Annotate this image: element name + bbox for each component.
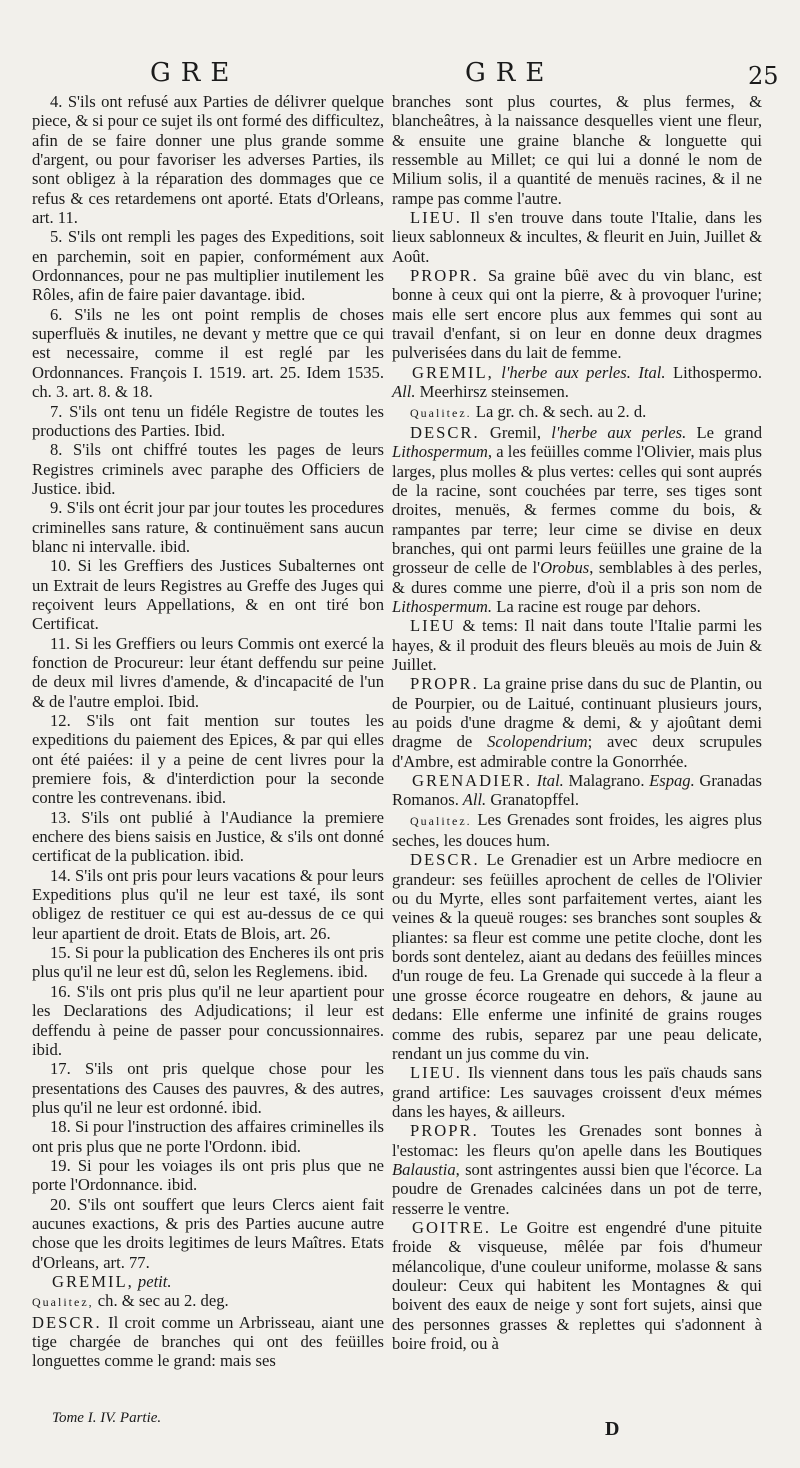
propr-paragraph: PROPR. Toutes les Grenades sont bonnes à l'estomac: les fleurs qu'on apelle dans les Boutiques Balaustia, sont astringentes aussi bien que l'écorce. La poudre de Grenades calcinées dans un pot de terre, resserre le ventre. [392, 1121, 762, 1218]
article-item: 7. S'ils ont tenu un fidéle Registre de toutes les productions des Parties. Ibid. [32, 401, 384, 440]
continuation-paragraph: branches sont plus courtes, & plus fermes, & blancheâtres, à la naissance desquelles vient une fleur, & ensuite une graine blanche & longuette qui ressemble au Millet; ce qui lui a donné le nom de Milium solis, il a quantité de menuës racines, & il ne rampe pas comme l'autre. [392, 92, 762, 208]
propr-paragraph: PROPR. Sa graine bûë avec du vin blanc, est bonne à ceux qui ont la pierre, & à provoquer l'urine; mais elle sert encore plus aux femmes qui sont au travail d'enfant, si on leur en donne deux dragmes pulverisées dans du lait de femme. [392, 266, 762, 363]
lieu-paragraph: LIEU & tems: Il nait dans toute l'Italie parmi les hayes, & il produit des fleurs bleuës au mois de Juin & Juillet. [392, 616, 762, 674]
article-item: 20. S'ils ont souffert que leurs Clercs aient fait aucunes exactions, & pris des Parties aucune autre chose que les droits legitimes de leurs Maîtres. Etats d'Orleans, art. 77. [32, 1194, 384, 1272]
entry-gremil-petit: GREMIL, petit. Qualitez, ch. & sec au 2. deg. DESCR. Il croit comme un Arbrisseau, aiant une tige chargée de branches qui ont des feüilles longuettes comme le grand: mais ses [32, 1271, 384, 1371]
article-item: 11. Si les Greffiers ou leurs Commis ont exercé la fonction de Procureur: leur étant deffendu sur peine de deux mil livres d'amende, & d'incapacité de l'un & de l'autre emploi. Ibid. [32, 633, 384, 711]
article-item: 16. S'ils ont pris plus qu'il ne leur apartient pour les Declarations des Adjudications; il leur est deffendu à peine de passer pour concussionnaires. ibid. [32, 981, 384, 1059]
greffier-article-list [32, 92, 384, 1272]
entry-headword: GRENADIER. [412, 771, 533, 791]
running-head-right: GRE [465, 58, 555, 88]
volume-line: Tome I. IV. Partie. [52, 1410, 162, 1426]
article-item: 13. S'ils ont publié à l'Audiance la premiere enchere des biens saisis en Justice, & s'ils ont donné certificat de la publication. ibid. [32, 807, 384, 866]
signature-mark: D [605, 1418, 620, 1440]
page-number: 25 [748, 62, 779, 90]
article-item: 19. Si pour les voiages ils ont pris plus que ne porte l'Ordonnance. ibid. [32, 1155, 384, 1195]
article-item: 18. Si pour l'instruction des affaires criminelles ils ont pris plus que ne porte l'Ordonn. ibid. [32, 1117, 384, 1156]
lieu-paragraph: LIEU. Ils viennent dans tous les païs chauds sans grand artifice: Les sauvages croissent d'eux mémes dans les hayes, & ailleurs. [392, 1063, 762, 1121]
article-item: 9. S'ils ont écrit jour par jour toutes les procedures criminelles sans rature, & continuëment sans aucun blanc ni intervalle. ibid. [32, 498, 384, 556]
qualitez-paragraph: Qualitez. Les Grenades sont froides, les aigres plus seches, les douces hum. [392, 809, 762, 851]
qualitez-paragraph: Qualitez. La gr. ch. & sech. au 2. d. [410, 401, 647, 421]
entry-gremil: GREMIL, l'herbe aux perles. Ital. Lithospermo. All. Meerhirsz steinsemen. [392, 362, 762, 402]
entry-headword: GREMIL, [52, 1271, 134, 1291]
article-item: 5. S'ils ont rempli les pages des Expeditions, soit en parchemin, soit en papier, conformément aux Ordonnances, pour ne pas multiplier inutilement les Rôles, afin de faire paier davantage. ibid. [32, 227, 384, 305]
article-item: 4. S'ils ont refusé aux Parties de délivrer quelque piece, & si pour ce sujet ils ont formé des difficultez, afin de se faire donner une plus grande somme d'argent, ou pour favoriser les adverses Parties, ils sont obligez à la réparation des dommages que ce refus & ces retardemens ont aporté. Etats d'Orleans, art. 11. [32, 92, 384, 228]
article-item: 17. S'ils ont pris quelque chose pour les presentations des Causes des pauvres, & des autres, plus qu'il ne leur est ordonné. ibid. [32, 1059, 384, 1117]
propr-paragraph: PROPR. La graine prise dans du suc de Plantin, ou de Pourpier, ou de Laitué, continuant plusieurs jours, au poids d'une dragme & demi, & y ajoûtant demi dragme de Scolopendrium; avec deux scrupules d'Ambre, est admirable contre la Gonorrhée. [392, 674, 762, 771]
entry-grenadier: GRENADIER. Ital. Malagrano. Espag. Granadas Romanos. All. Granatopffel. [392, 771, 762, 810]
article-item: 15. Si pour la publication des Encheres ils ont pris plus qu'il ne leur est dû, selon les Reglemens. ibid. [32, 943, 384, 982]
qualitez-line: Qualitez, ch. & sec au 2. deg. [32, 1291, 229, 1311]
lieu-paragraph: LIEU. Il s'en trouve dans toute l'Italie, dans les lieux sablonneux & incultes, & fleurit en Juin, Juillet & Août. [392, 208, 762, 266]
right-column [392, 92, 762, 1353]
descr-paragraph: DESCR. Le Grenadier est un Arbre mediocre en grandeur: ses feüilles aprochent de celles de l'Olivier ou du Myrte, elles sont parfaitement vertes, aiant les veines & la queuë rouges: ses branches sont souples & pliantes: sa fleur est comme une petite cloche, dont les bords sont dentelez, aiant au dedans des feüilles minces d'un rouge de feu. La Grenade qui succede à la fleur a une grosse écorce rougeatre en dehors, & jaune au dedans: Elle enferme une infinité de grains rouges comme des rubis, separez par une peau delicate, rendant un jus comme du vin. [392, 850, 762, 1063]
descr-text: DESCR. Il croit comme un Arbrisseau, aiant une tige chargée de branches qui ont des feüilles longuettes comme le grand: mais ses [32, 1312, 384, 1371]
article-item: 6. S'ils ne les ont point remplis de choses superfluës & inutiles, ne devant y mettre que ce qui est necessaire, comme il est reglé par les Ordonnances. François I. 1519. art. 25. Idem 1535. ch. 3. art. 8. & 18. [32, 304, 384, 402]
entry-headword: GREMIL, [412, 362, 494, 382]
article-item: 10. Si les Greffiers des Justices Subalternes ont un Extrait de leurs Registres au Greffe des Juges qui reçoivent leurs Appellations, & en ont tiré bon Certificat. [32, 556, 384, 634]
entry-goitre: GOITRE. Le Goitre est engendré d'une pituite froide & visqueuse, mêlée par fois d'humeur mélancolique, d'une couleur uniforme, molasse & sans douleur: Ceux qui habitent les Montagnes & qui boivent des eaux de neige y sont fort sujets, ainsi que des personnes grasses & replettes qui s'adonnent à boire froid, ou à [392, 1217, 762, 1353]
entry-headword: GOITRE. [412, 1217, 491, 1237]
article-item: 8. S'ils ont chiffré toutes les pages de leurs Registres criminels avec paraphe des Officiers de Justice. ibid. [32, 440, 384, 498]
left-column [32, 92, 384, 1371]
running-head-left: GRE [150, 58, 240, 88]
article-item: 12. S'ils ont fait mention sur toutes les expeditions du paiement des Epices, & par qui elles ont été paiées: il y a peine de cent livres pour la premiere fois, & d'interdiction pour la seconde contre les contrevenans. ibid. [32, 711, 384, 808]
article-item: 14. S'ils ont pris pour leurs vacations & pour leurs Expeditions plus qu'il ne leur est taxé, ils sont obligez de restituer ce qui est au-dessus de ce qui leur apartient de droit. Etats de Blois, art. 26. [32, 865, 384, 943]
descr-paragraph: DESCR. Gremil, l'herbe aux perles. Le grand Lithospermum, a les feüilles comme l'Olivier, mais plus larges, plus molles & plus vertes: celles qui sont auprés de la racine, sont couchées par terre, ses tiges sont droites, menuës, & fermes comme du bois, & rampantes par terre; leur cime se divise en deux branches, qui ont parmi leurs feüilles une graine de la grosseur de celle de l'Orobus, semblables à des perles, & dures comme une pierre, d'où il a pris son nom de Lithospermum. La racine est rouge par dehors. [392, 422, 763, 616]
